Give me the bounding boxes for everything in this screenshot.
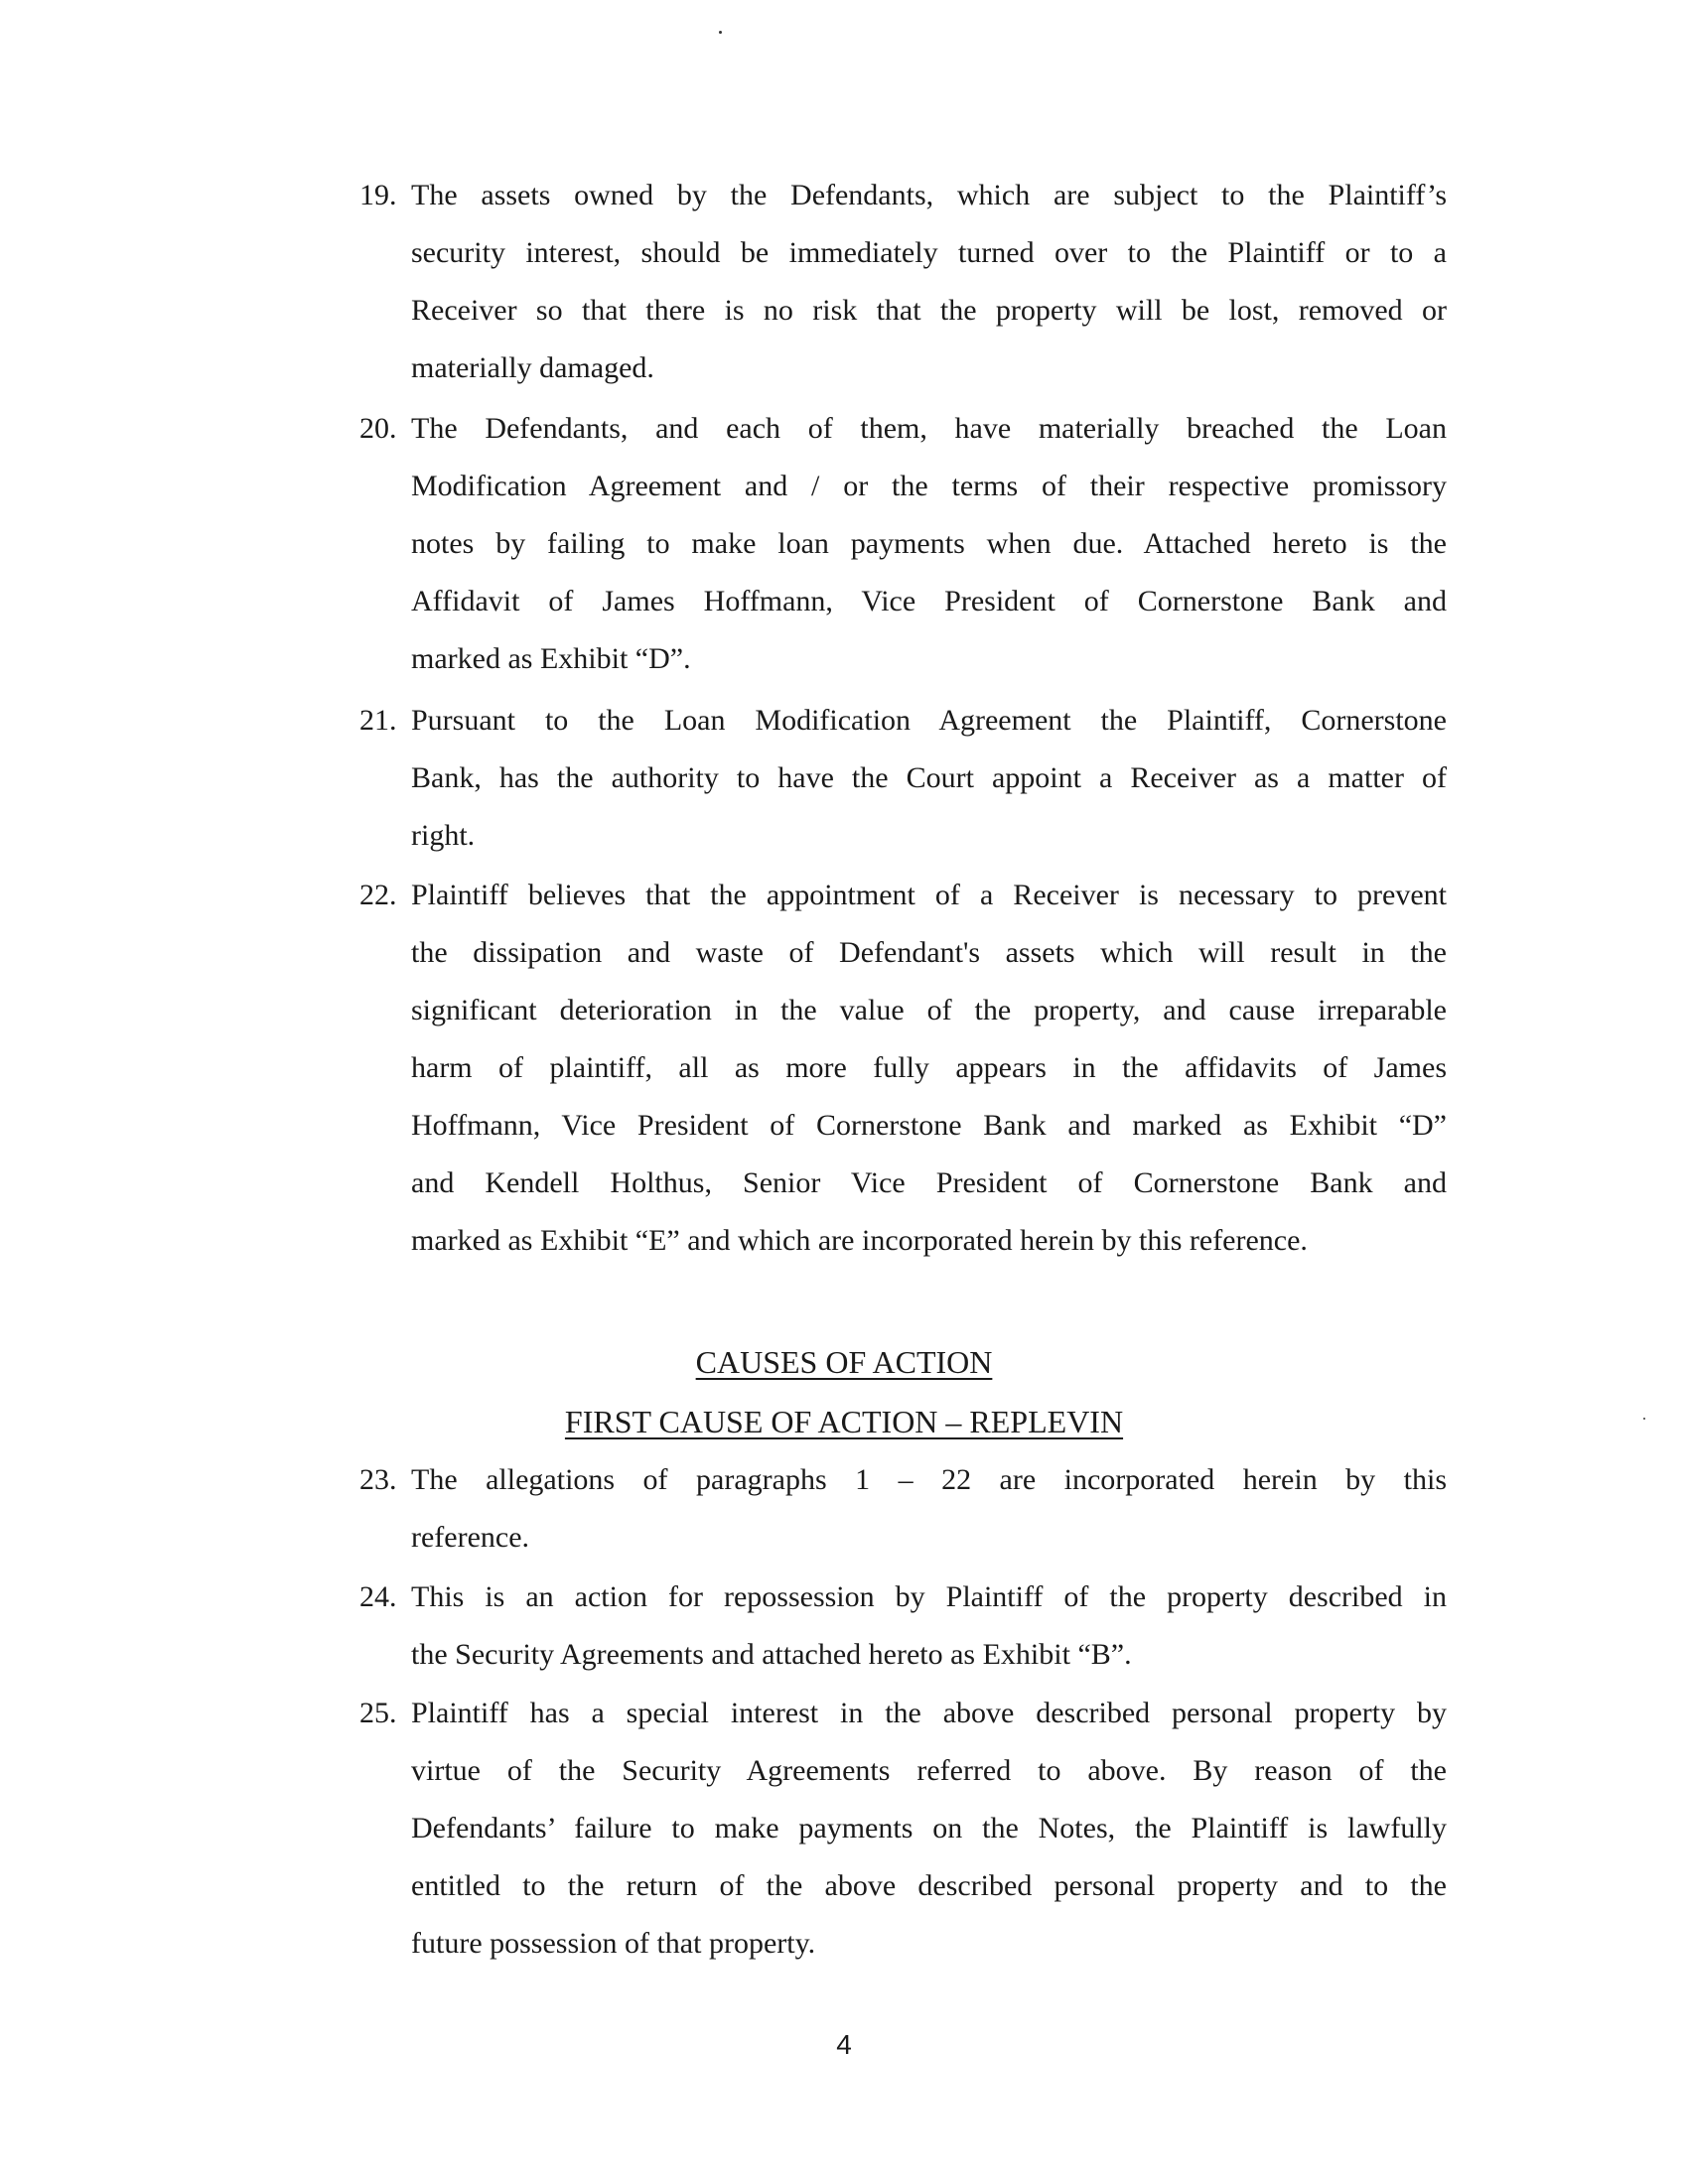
page-number: 4 — [836, 2029, 852, 2060]
paragraph-number: 19. — [359, 179, 397, 211]
paragraph-line: Plaintiff believes that the appointment of a Receiver is necessary to prevent — [411, 879, 1447, 911]
paragraph-21 — [359, 692, 1447, 865]
paragraph-line: the Security Agreements and attached hereto as Exhibit “B”. — [411, 1638, 1132, 1671]
paragraph-line: The assets owned by the Defendants, which are subject to the Plaintiff’s — [411, 179, 1447, 211]
paragraph-line: harm of plaintiff, all as more fully appears in the affidavits of James — [411, 1051, 1447, 1084]
scan-speck — [719, 31, 722, 34]
paragraph-line: Pursuant to the Loan Modification Agreement the Plaintiff, Cornerstone — [411, 704, 1447, 737]
paragraph-line: security interest, should be immediately turned over to the Plaintiff or to a — [411, 236, 1447, 269]
paragraph-line: right. — [411, 819, 476, 852]
paragraph-line: virtue of the Security Agreements referred to above. By reason of the — [411, 1754, 1447, 1787]
paragraph-line: Hoffmann, Vice President of Cornerstone Bank and marked as Exhibit “D” — [411, 1109, 1447, 1142]
paragraph-23 — [359, 1451, 1447, 1567]
heading-first-cause-replevin — [0, 1402, 1688, 1441]
paragraph-line: Affidavit of James Hoffmann, Vice President of Cornerstone Bank and — [411, 585, 1447, 617]
paragraph-number: 22. — [359, 879, 397, 911]
heading-text: FIRST CAUSE OF ACTION – REPLEVIN — [564, 1404, 1124, 1439]
paragraph-line: This is an action for repossession by Plaintiff of the property described in — [411, 1580, 1447, 1613]
paragraph-25 — [359, 1685, 1447, 1973]
paragraph-line: significant deterioration in the value of the property, and cause irreparable — [411, 994, 1447, 1026]
paragraph-line: future possession of that property. — [411, 1927, 816, 1960]
paragraph-line: Receiver so that there is no risk that the property will be lost, removed or — [411, 294, 1447, 327]
paragraph-line: marked as Exhibit “E” and which are incorporated herein by this reference. — [411, 1224, 1308, 1257]
paragraph-number: 21. — [359, 704, 397, 737]
paragraph-number: 25. — [359, 1697, 397, 1729]
paragraph-20 — [359, 400, 1447, 688]
paragraph-line: reference. — [411, 1521, 530, 1554]
heading-causes-of-action — [0, 1342, 1688, 1382]
paragraph-24 — [359, 1569, 1447, 1684]
paragraph-line: marked as Exhibit “D”. — [411, 642, 691, 675]
paragraph-number: 23. — [359, 1463, 397, 1496]
paragraph-line: Bank, has the authority to have the Court appoint a Receiver as a matter of — [411, 761, 1447, 794]
paragraph-line: the dissipation and waste of Defendant's assets which will result in the — [411, 936, 1447, 969]
paragraph-19 — [359, 167, 1447, 397]
heading-text: CAUSES OF ACTION — [695, 1344, 993, 1380]
paragraph-22 — [359, 867, 1447, 1270]
paragraph-line: materially damaged. — [411, 351, 654, 384]
paragraph-line: Plaintiff has a special interest in the above described personal property by — [411, 1697, 1447, 1729]
paragraph-number: 20. — [359, 412, 397, 445]
paragraph-line: The allegations of paragraphs 1 – 22 are incorporated herein by this — [411, 1463, 1447, 1496]
paragraph-line: The Defendants, and each of them, have materially breached the Loan — [411, 412, 1447, 445]
paragraph-line: entitled to the return of the above described personal property and to the — [411, 1869, 1447, 1902]
paragraph-number: 24. — [359, 1580, 397, 1613]
paragraph-line: notes by failing to make loan payments when due. Attached hereto is the — [411, 527, 1447, 560]
paragraph-line: and Kendell Holthus, Senior Vice President of Cornerstone Bank and — [411, 1166, 1447, 1199]
paragraph-line: Defendants’ failure to make payments on the Notes, the Plaintiff is lawfully — [411, 1812, 1447, 1844]
paragraph-line: Modification Agreement and / or the terms of their respective promissory — [411, 470, 1447, 502]
